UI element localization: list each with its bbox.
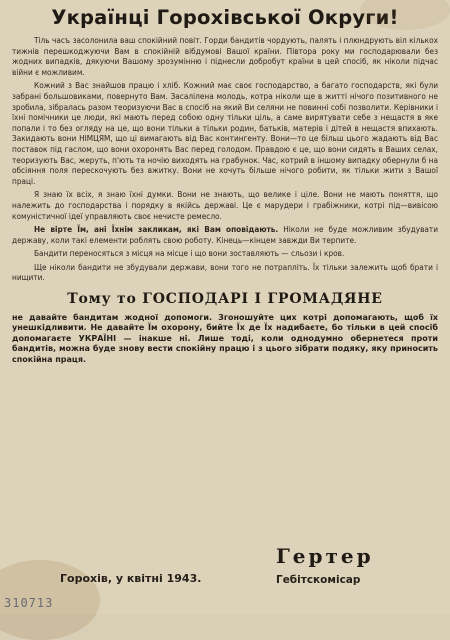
signature-block bbox=[0, 544, 450, 614]
section-heading: Тому то ГОСПОДАРІ І ГРОМАДЯНЕ bbox=[67, 291, 383, 308]
poster-title: Українці Горохівської Округи! bbox=[51, 6, 399, 29]
signature-name: Гертер bbox=[276, 544, 374, 568]
warning-lead: Не вірте Їм, ані Їхнім закликам, які Вам оповідають. bbox=[34, 224, 279, 235]
paragraph-2: Кожний з Вас знайшов працю і хліб. Кожний має своє господарство, а багато господарств, які були забрані большовиками, повернуто Вам. Засалілена молодь, котра ніколи ще в житті нічого позитивного не зробила, зібралась разом теоризуючи Вас в спосіб на який Ви селяни не повинні собі позволити. Керівники і їхні помічники це люди, які мають перед собою одну тільки ціль, а саме вирятувати себе з нещастя в яке попали і то без огляду на це, що вони тільки а тільки родин, батьків, матерів і дітей в нещастя впихають. Закидають вони НІМЦЯМ, що ці вимагають від Вас контингенту. Вони—то це більш цього жадають від Вас поставок під гаслом, що вони охоронять Вас перед голодом. Правдою є це, що вони сидять в Ваших селах, теоризують Вас, жеруть, п'ють та ночію виходять на грабунок. Час, котрий в іншому випадку обернули б на обсіяння поля перескочують без вжитку. Вони не хочуть більше нічого робити, як тільки жити з Вашої праці. bbox=[12, 80, 438, 186]
paragraph-1: Тіль часъ засолонила ваш спокійний повіт. Горди бандитів чордують, палять і плюндрують віл кількох тижнів перешкоджуючи Вам в спокійній вібдумові Вашої країни. Півтора року ми господарювали без жодних випадків, дякуючи Вашому зрозумінню і піднесли добробут країни в цей спосіб, як ніколи підчас війни є можливим. bbox=[12, 35, 438, 77]
signature-title: Гебітскомісар bbox=[276, 574, 361, 586]
place-date: Горохів, у квітні 1943. bbox=[60, 572, 202, 585]
bandits-paragraph: Бандити переносяться з місця на місце і що вони зоставляють — сльози і кров. bbox=[34, 248, 345, 259]
archive-stamp-number: 310713 bbox=[4, 596, 54, 610]
appeal-paragraph: не давайте бандитам жодної допомоги. Згоношуйте цих котрі допомагають, щоб їх унешкідливити. Не давайте Їм охорону, бийте Їх де Їх надибаєте, бо тільки в цей спосіб допомагаєте УКРАЇНІ — інакше ні. Лише тоді, коли однодумно обернетеся проти бандитів, можна буде знову вести спокійну працю і з цього зібрати подяку, яку приносить спокійна праця. bbox=[12, 313, 438, 364]
warning-rest: Ніколи не буде можливим збудувати державу, коли такі елементи роблять свою роботу. Кінець—кінцем завжди Ви терпите. bbox=[12, 224, 438, 245]
warning-paragraph bbox=[12, 224, 438, 245]
state-paragraph: Ще ніколи бандити не збудували держави, вони того не потрапліть. Їх тільки залежить щоб брати і нищити. bbox=[12, 261, 438, 283]
paragraph-3: Я знаю їх всіх, я знаю їхні думки. Вони не знають, що велике і ціле. Вони не мають поняття, що належить до господарства і порядку в якійсь державі. Це є марудери і грабіжники, котрі під—вивісою комуністичної ідеї управляють своє нечисте ремесло. bbox=[12, 189, 438, 221]
